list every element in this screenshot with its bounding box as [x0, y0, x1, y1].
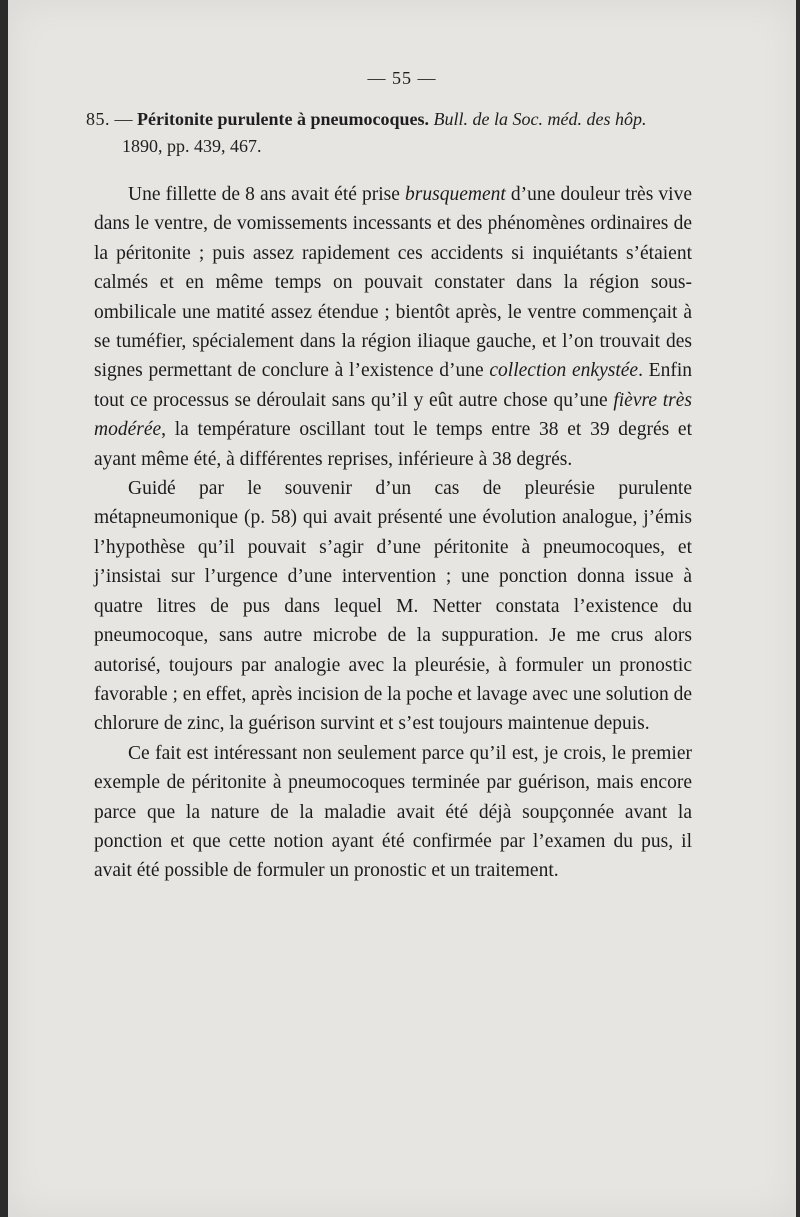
body-text: [94, 180, 692, 886]
entry-journal: Bull. de la Soc. méd. des hôp.: [433, 109, 647, 129]
paragraph-segment: Guidé par le souvenir d’un cas de pleurésie purulente métapneumonique (p. 58) qui avait présenté une évolution analogue, j’émis l’hypothèse qu’il pouvait s’agir d’une péritonite à pneumocoques, et j’insistai sur l’urgence d’une intervention ; une ponction donna issue à quatre litres de pus dans lequel M. Netter constata l’existence du pneumocoque, sans autre microbe de la suppuration. Je me crus alors autorisé, toujours par analogie avec la pleurésie, à formuler un pronostic favorable ; en effet, après incision de la poche et lavage avec une solution de chlorure de zinc, la guérison survint et s’est toujours maintenue depuis.: [94, 478, 692, 735]
paragraph-segment: , la température oscillant tout le temps entre 38 et 39 degrés et ayant même été, à différentes reprises, inférieure à 38 degrés.: [94, 419, 692, 470]
entry-details: 1890, pp. 439, 467.: [122, 136, 262, 156]
paragraph-3: [94, 739, 692, 886]
paragraph-segment: d’une douleur très vive dans le ventre, de vomissements incessants et des phénomènes ordinaires de la péritonite ; puis assez rapidement ces accidents si inquiétants s’étaient calmés et en même temps on pouvait constater dans la région sous-ombilicale une matité assez étendue ; bientôt après, le ventre commençait à se tuméfier, spécialement dans la région iliaque gauche, et l’on trouvait des signes permettant de conclure à l’existence d’une: [94, 184, 692, 382]
bibliography-entry: [86, 106, 706, 160]
paragraph-1: [94, 180, 692, 474]
page-number: — 55 —: [367, 68, 437, 88]
italic-segment: brusquement: [405, 184, 506, 205]
paragraph-2: [94, 474, 692, 739]
paragraph-segment: Ce fait est intéressant non seulement parce qu’il est, je crois, le premier exemple de péritonite à pneumocoques terminée par guérison, mais encore parce que la nature de la maladie avait été déjà soupçonnée avant la ponction et que cette notion ayant été confirmée par l’examen du pus, il avait été possible de formuler un pronostic et un traitement.: [94, 742, 692, 882]
document-page: [8, 0, 796, 1217]
italic-segment: fièvre très modérée: [94, 389, 692, 441]
entry-number: 85.: [86, 109, 110, 129]
entry-dash: —: [114, 109, 133, 129]
paragraph-segment: Une fillette de 8 ans avait été prise: [128, 184, 406, 205]
paragraph-segment: . Enfin tout ce processus se déroulait sans qu’il y eût autre chose qu’une: [94, 360, 693, 411]
italic-segment: collection enkystée: [489, 360, 639, 382]
entry-title: Péritonite purulente à pneumocoques.: [137, 109, 429, 129]
